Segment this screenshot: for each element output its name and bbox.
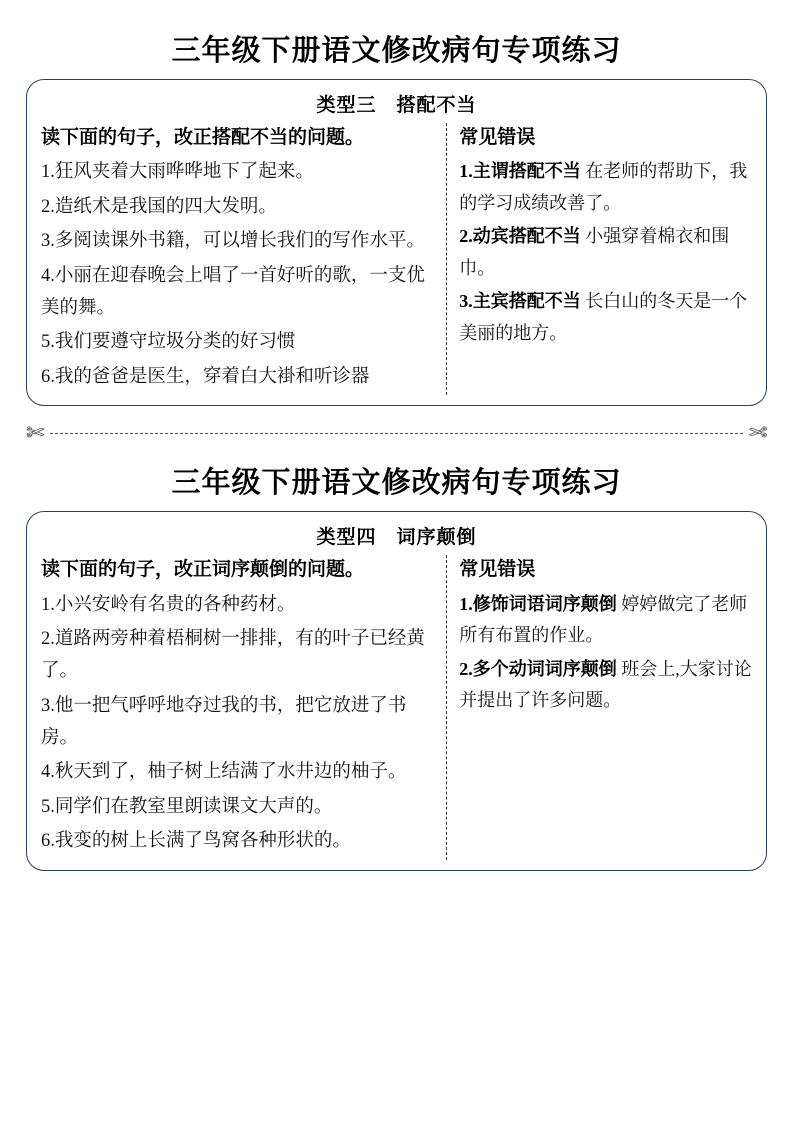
list-item — [459, 221, 752, 284]
list-item: 6.我的爸爸是医生，穿着白大褂和听诊器 — [41, 366, 370, 387]
exercise-card-2 — [26, 511, 767, 870]
cut-line — [26, 412, 767, 454]
list-item: 2.道路两旁种着梧桐树一排排，有的叶子已经黄了。 — [41, 628, 425, 682]
list-item — [459, 286, 752, 349]
question-list-2 — [41, 589, 434, 858]
error-label: 2.多个动词词序颠倒 — [459, 658, 617, 679]
card-subtitle-2: 类型四 词序颠倒 — [316, 527, 477, 549]
list-item: 5.我们要遵守垃圾分类的好习惯 — [41, 332, 296, 353]
error-label: 1.主谓搭配不当 — [459, 161, 581, 182]
list-item: 1.狂风夹着大雨哗哗地下了起来。 — [41, 162, 314, 183]
list-item — [459, 654, 752, 717]
list-item: 6.我变的树上长满了鸟窝各种形状的。 — [41, 831, 351, 852]
list-item — [459, 156, 752, 219]
error-text: 在老师的帮助下，我的学习成绩改善了。 — [459, 161, 748, 213]
list-item: 2.造纸术是我国的四大发明。 — [41, 196, 277, 217]
card-subtitle-1: 类型三 搭配不当 — [316, 95, 477, 116]
errors-heading-1: 常见错误 — [459, 127, 536, 148]
questions-heading-1: 读下面的句子，改正搭配不当的问题。 — [41, 127, 365, 148]
error-label: 1.修饰词语词序颠倒 — [459, 593, 617, 614]
error-label: 3.主宾搭配不当 — [459, 291, 581, 312]
cut-dash-line — [50, 433, 742, 434]
errors-heading-2: 常见错误 — [459, 559, 536, 581]
page-title-1: 三年级下册语文修改病句专项练习 — [171, 35, 622, 67]
list-item: 3.多阅读课外书籍，可以增长我们的写作水平。 — [41, 231, 425, 252]
list-item: 5.同学们在教室里朗读课文大声的。 — [41, 796, 333, 817]
list-item: 4.秋天到了，柚子树上结满了水井边的柚子。 — [41, 762, 407, 783]
card-body-2 — [41, 555, 752, 859]
scissors-icon: ✄ — [748, 420, 767, 446]
errors-column-2 — [447, 555, 752, 859]
list-item: 1.小兴安岭有名贵的各种药材。 — [41, 594, 296, 615]
worksheet-section-2 — [26, 456, 767, 870]
questions-column-2 — [41, 555, 446, 859]
error-text: 班会上,大家讨论并提出了许多问题。 — [459, 658, 752, 710]
list-item: 4.小丽在迎春晚会上唱了一首好听的歌，一支优美的舞。 — [41, 265, 425, 318]
questions-heading-2: 读下面的句子，改正词序颠倒的问题。 — [41, 559, 365, 581]
error-text: 小强穿着棉衣和围巾。 — [459, 226, 730, 278]
exercise-card-1 — [26, 79, 767, 406]
question-list-1 — [41, 156, 434, 393]
error-label: 2.动宾搭配不当 — [459, 226, 581, 247]
error-text: 婷婷做完了老师所有布置的作业。 — [459, 593, 748, 645]
list-item — [459, 589, 752, 652]
errors-column-1 — [447, 123, 752, 395]
worksheet-section-1 — [26, 24, 767, 406]
page-title-2: 三年级下册语文修改病句专项练习 — [171, 467, 622, 500]
list-item: 3.他一把气呼呼地夺过我的书，把它放进了书房。 — [41, 695, 407, 748]
error-text: 长白山的冬天是一个美丽的地方。 — [459, 291, 748, 343]
scissors-icon: ✄ — [26, 420, 45, 446]
card-body-1 — [41, 123, 752, 395]
questions-column-1 — [41, 123, 446, 395]
